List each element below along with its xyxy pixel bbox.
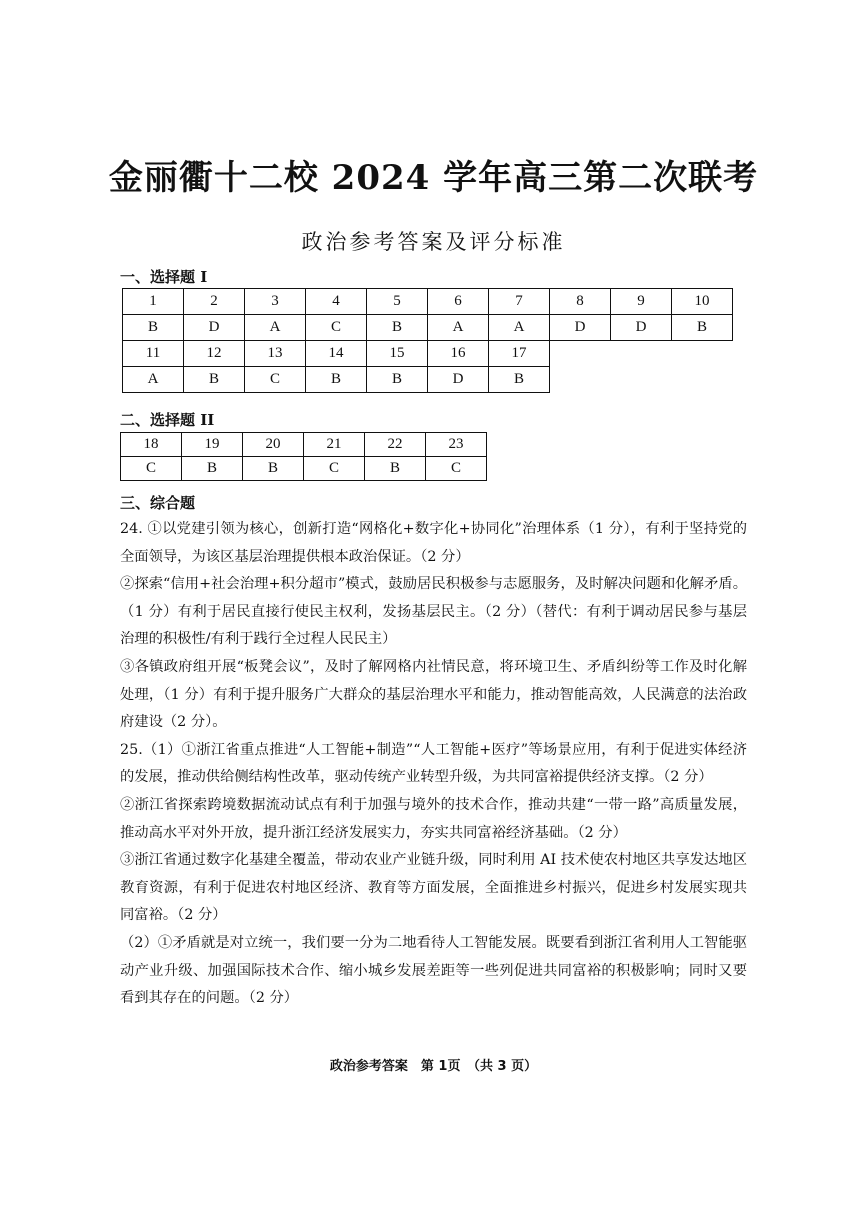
answer-cell: B (367, 315, 428, 341)
question-number: 17 (489, 341, 550, 367)
question-number: 4 (306, 289, 367, 315)
question-number: 20 (243, 433, 304, 457)
question-number: 18 (121, 433, 182, 457)
section-heading-choice1: 一、选择题 I (120, 268, 208, 286)
answer-cell: C (121, 457, 182, 481)
answer-cell: D (611, 315, 672, 341)
answer-cell: B (243, 457, 304, 481)
question-number: 23 (426, 433, 487, 457)
empty-cell (550, 367, 611, 393)
question-number: 7 (489, 289, 550, 315)
empty-cell (672, 341, 733, 367)
answer-paragraph: ③浙江省通过数字化基建全覆盖，带动农业产业链升级，同时利用 AI 技术使农村地区共享发达地区教育资源，有利于促进农村地区经济、教育等方面发展，全面推进乡村振兴，促进乡村发展实现共同富裕。（2 分） (120, 852, 747, 924)
page-subtitle: 政治参考答案及评分标准 (301, 230, 566, 254)
table-row (123, 289, 733, 315)
answer-table-choice1 (122, 288, 733, 393)
answer-cell: B (365, 457, 426, 481)
answer-cell: C (304, 457, 365, 481)
question-number: 22 (365, 433, 426, 457)
answer-paragraph: 24. ①以党建引领为核心，创新打造“网格化+数字化+协同化”治理体系（1 分），有利于坚持党的全面领导，为该区基层治理提供根本政治保证。（2 分） (120, 521, 747, 565)
answer-cell: D (550, 315, 611, 341)
question-number: 1 (123, 289, 184, 315)
question-number: 19 (182, 433, 243, 457)
question-number: 14 (306, 341, 367, 367)
question-number: 9 (611, 289, 672, 315)
answer-cell: B (184, 367, 245, 393)
question-number: 11 (123, 341, 184, 367)
answer-cell: B (367, 367, 428, 393)
section-heading-choice2: 二、选择题 II (120, 411, 215, 429)
page-title: 金丽衢十二校 2024 学年高三第二次联考 (108, 158, 759, 198)
answer-paragraph: ②探索“信用+社会治理+积分超市”模式，鼓励居民积极参与志愿服务，及时解决问题和化解矛盾。（1 分）有利于居民直接行使民主权利，发扬基层民主。（2 分）（替代：有利于调动居民参与基层治理的积极性/有利于践行全过程人民民主） (120, 576, 747, 648)
question-number: 15 (367, 341, 428, 367)
answer-table-choice2 (120, 432, 487, 481)
empty-cell (672, 367, 733, 393)
question-number: 2 (184, 289, 245, 315)
answer-cell: C (426, 457, 487, 481)
page-footer: 政治参考答案 第 1页 （共 3 页） (329, 1059, 538, 1074)
table-row (121, 457, 487, 481)
answer-cell: B (306, 367, 367, 393)
answer-cell: B (182, 457, 243, 481)
answer-cell: B (123, 315, 184, 341)
answer-cell: A (123, 367, 184, 393)
question-number: 5 (367, 289, 428, 315)
answer-cell: D (428, 367, 489, 393)
answer-cell: D (184, 315, 245, 341)
table-row (121, 433, 487, 457)
answer-cell: B (672, 315, 733, 341)
answer-paragraph: 25.（1）①浙江省重点推进“人工智能+制造”“人工智能+医疗”等场景应用，有利于促进实体经济的发展，推动供给侧结构性改革，驱动传统产业转型升级，为共同富裕提供经济支撑。（2 分） (120, 741, 747, 786)
answer-cell: A (245, 315, 306, 341)
answer-body (120, 516, 747, 1013)
question-number: 6 (428, 289, 489, 315)
question-number: 10 (672, 289, 733, 315)
empty-cell (611, 341, 672, 367)
question-number: 12 (184, 341, 245, 367)
answer-cell: B (489, 367, 550, 393)
answer-cell: A (428, 315, 489, 341)
answer-cell: C (306, 315, 367, 341)
answer-paragraph: ②浙江省探索跨境数据流动试点有利于加强与境外的技术合作，推动共建“一带一路”高质量发展，推动高水平对外开放，提升浙江经济发展实力，夯实共同富裕经济基础。（2 分） (120, 796, 747, 841)
section-heading-comprehensive: 三、综合题 (120, 494, 196, 512)
question-number: 21 (304, 433, 365, 457)
question-number: 13 (245, 341, 306, 367)
answer-cell: A (489, 315, 550, 341)
answer-paragraph: ③各镇政府组开展“板凳会议”，及时了解网格内社情民意，将环境卫生、矛盾纠纷等工作及时化解处理，（1 分）有利于提升服务广大群众的基层治理水平和能力，推动智能高效，人民满意的法治政府建设（2 分）。 (120, 658, 747, 731)
answer-cell: C (245, 367, 306, 393)
table-row (123, 341, 733, 367)
table-row (123, 315, 733, 341)
answer-paragraph: （2）①矛盾就是对立统一，我们要一分为二地看待人工智能发展。既要看到浙江省利用人工智能驱动产业升级、加强国际技术合作、缩小城乡发展差距等一些列促进共同富裕的积极影响；同时又要看到其存在的问题。（2 分） (120, 934, 747, 1007)
empty-cell (550, 341, 611, 367)
question-number: 16 (428, 341, 489, 367)
question-number: 8 (550, 289, 611, 315)
table-row (123, 367, 733, 393)
question-number: 3 (245, 289, 306, 315)
empty-cell (611, 367, 672, 393)
